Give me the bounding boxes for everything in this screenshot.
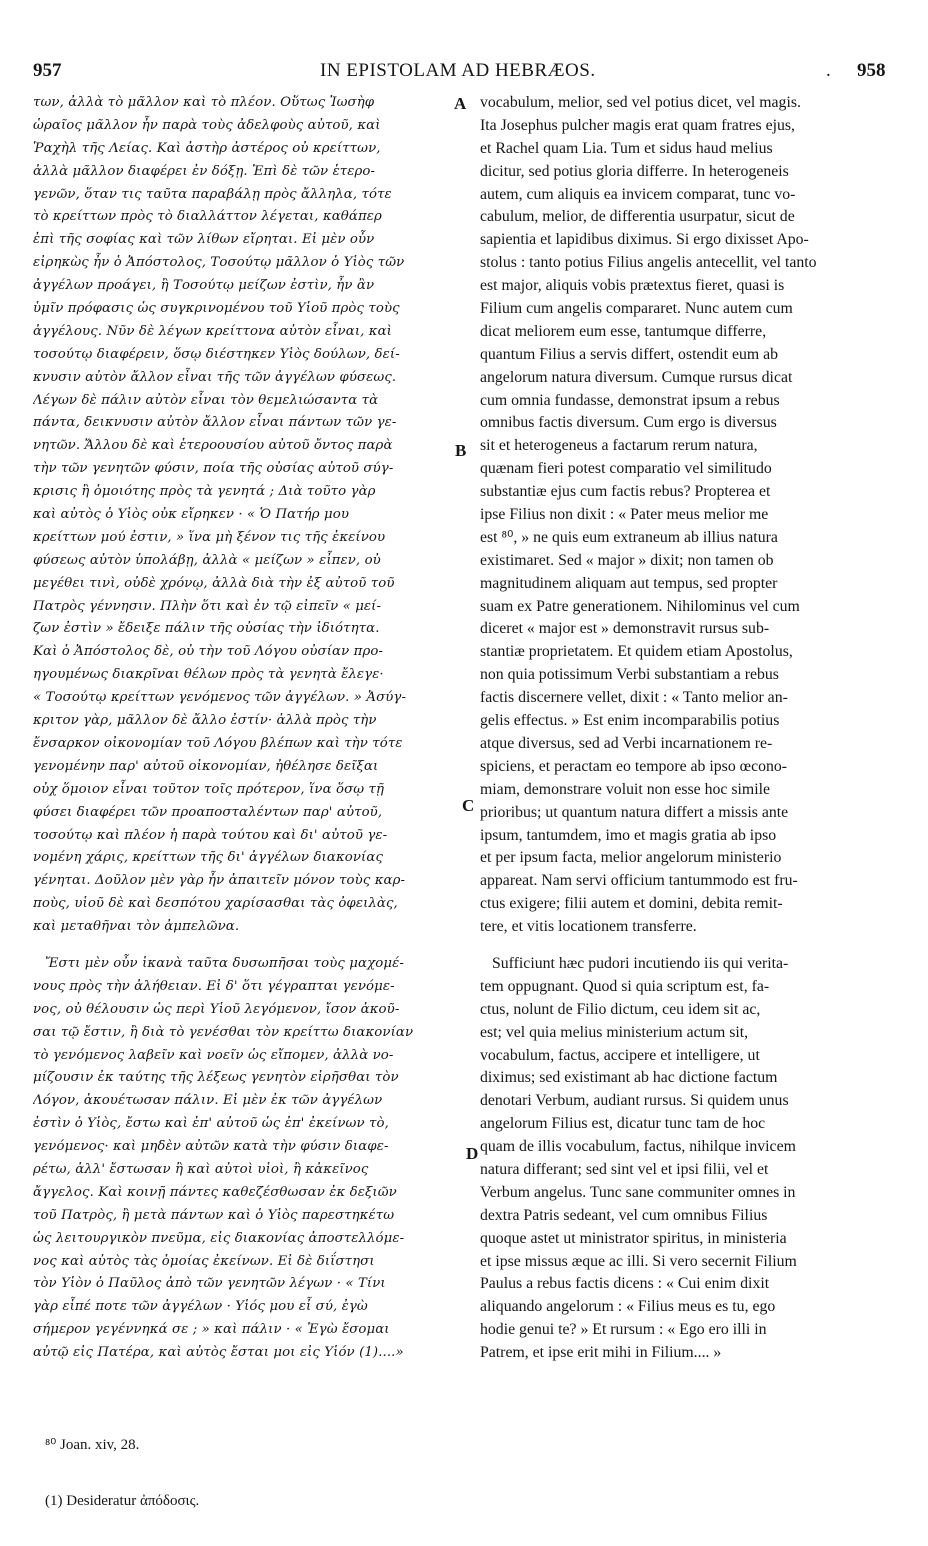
- greek-text-line: κριτον γὰρ, μᾶλλον δὲ ἄλλο ἐστίν· ἀλλὰ πρὸς τὴν: [33, 713, 377, 729]
- latin-text-line: Verbum angelus. Tunc sane communiter omnes in: [480, 1183, 796, 1201]
- greek-text-line: φύσει διαφέρει τῶν προαποσταλέντων παρ' αὐτοῦ,: [33, 804, 383, 820]
- greek-text-line: « Τοσούτῳ κρείττων γενόμενος τῶν ἀγγέλων. » Ἀσύγ-: [33, 690, 407, 706]
- greek-text-line: σαι τῷ ἔστιν, ἢ διὰ τὸ γενέσθαι τὸν κρείττω διακονίαν: [33, 1024, 414, 1040]
- latin-text-line: natura differant; sed sint vel et ipsi filii, vel et: [480, 1160, 769, 1178]
- latin-text-line: quænam fieri potest comparatio vel similitudo: [480, 460, 772, 478]
- greek-text-line: γένηται. Δοῦλον μὲν γὰρ ἦν ἀπαιτεῖν μόνον τοὺς καρ-: [33, 873, 406, 889]
- latin-text-line: ctus exigere; filii autem et domini, debita remit-: [480, 895, 783, 913]
- greek-text-line: κνυσιν αὐτὸν ἄλλον εἶναι τῆς τῶν ἀγγέλων φύσεως.: [33, 369, 397, 385]
- latin-text-line: ctus, nolunt de Filio dictum, ceu idem sit ac,: [480, 1000, 761, 1018]
- greek-text-line: Καὶ ὁ Ἀπόστολος δὲ, οὐ τὴν τοῦ Λόγου οὐσίαν προ-: [33, 644, 384, 660]
- latin-text-line: dicat meliorem eum esse, tantumque differre,: [480, 322, 767, 340]
- header-dot: .: [826, 60, 831, 81]
- latin-text-line: autem, cum aliquis ea invicem comparat, tunc vo-: [480, 185, 796, 203]
- latin-text-line: sit et heterogeneus a factarum rerum natura,: [480, 437, 758, 455]
- latin-text-line: dicitur, sed potius gloria differre. In heterogeneis: [480, 162, 789, 180]
- greek-text-line: εἰρηκὼς ἦν ὁ Ἀπόστολος, Τοσούτῳ μᾶλλον ὁ Υἱὸς τῶν: [33, 255, 405, 271]
- greek-text-line: μεγέθει τινὶ, οὐδὲ χρόνῳ, ἀλλὰ διὰ τὴν ἐξ αὐτοῦ τοῦ: [33, 575, 395, 591]
- greek-text-line: αὐτῷ εἰς Πατέρα, καὶ αὐτὸς ἔσται μοι εἰς Υἱόν (1)....»: [33, 1345, 404, 1361]
- greek-text-line: τοσούτῳ καὶ πλέον ἡ παρὰ τούτου καὶ δι' αὐτοῦ γε-: [33, 827, 388, 843]
- greek-text-line: νος, οὐ θέλουσιν ὡς περὶ Υἱοῦ λεγόμενον, ἴσον ἀκοῦ-: [33, 1001, 400, 1017]
- greek-text-line: Λέγων δὲ πάλιν αὐτὸν εἶναι τὸν θεμελιώσαντα τὰ: [33, 392, 379, 408]
- footnote-80: ⁸⁰ Joan. xiv, 28.: [45, 1437, 140, 1453]
- greek-text-line: νητῶν. Ἄλλου δὲ καὶ ἑτεροουσίου αὐτοῦ ὄντος παρὰ: [33, 438, 393, 454]
- latin-text-line: est major, aliquis vobis prætextus fieret, quasi is: [480, 277, 785, 295]
- latin-text-line: ipsum, tantumdem, imo et magis gratia ab ipso: [480, 826, 777, 844]
- left-page-number: 957: [33, 60, 62, 81]
- latin-text-line: gelis effectus. » Est enim incomparabilis potius: [480, 712, 780, 730]
- greek-text-line: ἐπὶ τῆς σοφίας καὶ τῶν λίθων εἴρηται. Εἰ μὲν οὖν: [33, 232, 375, 248]
- greek-text-line: γενῶν, ὅταν τις ταῦτα παραβάλῃ πρὸς ἄλληλα, τότε: [33, 186, 392, 202]
- margin-marker-c: C: [462, 796, 475, 815]
- footnotes: [45, 1434, 445, 1546]
- latin-text-line: substantiæ ejus cum factis rebus? Propterea et: [480, 483, 771, 501]
- latin-text-line: spiciens, et peractam eo tempore ab ipso œcono-: [480, 757, 788, 775]
- latin-text-line: existimaret. Sed « major » dixit; non tamen ob: [480, 551, 774, 569]
- latin-text-line: sapientia et lapidibus diximus. Si ergo dixisset Apo-: [480, 231, 809, 249]
- latin-text-line: Patrem, et ipse erit mihi in Filium.... »: [480, 1344, 722, 1362]
- greek-text-line: γενομένην παρ' αὐτοῦ οἰκονομίαν, ἠθέλησε δεῖξαι: [33, 758, 379, 774]
- greek-text-line: ἀλλὰ μᾶλλον διαφέρει ἐν δόξῃ. Ἐπὶ δὲ τῶν ἑτερο-: [33, 163, 376, 179]
- latin-text-line: omnibus factis diversum. Cum ergo is diversus: [480, 414, 777, 432]
- greek-text-line: τὸ γενόμενος λαβεῖν καὶ νοεῖν ὡς εἴπομεν, ἀλλὰ νο-: [33, 1047, 394, 1063]
- greek-text-line: τὴν τῶν γενητῶν φύσιν, ποία τῆς οὐσίας αὐτοῦ σύγ-: [33, 461, 394, 477]
- latin-text-line: magnitudinem aliquam aut tempus, sed propter: [480, 574, 778, 592]
- latin-text-line: prioribus; ut quantum natura differt a missis ante: [480, 803, 789, 821]
- latin-text-line: et ipse missus æque ac illi. Si vero secernit Filium: [480, 1252, 797, 1270]
- latin-text-line: non quia potissimum Verbi substantiam a rebus: [480, 666, 779, 684]
- latin-text-column: [480, 92, 894, 1365]
- greek-text-line: ηγουμένως διακρῖναι θέλων πρὸς τὰ γενητὰ ἔλεγε·: [33, 667, 384, 683]
- greek-text-column: [33, 92, 458, 1365]
- latin-text-line: tem oppugnant. Quod si quia scriptum est, fa-: [480, 977, 770, 995]
- latin-text-line: Filium cum angelis compararet. Nunc autem cum: [480, 300, 793, 318]
- latin-text-line: Paulus a rebus factis dicens : « Cui enim dixit: [480, 1275, 770, 1293]
- latin-text-line: dextra Patris sedeant, vel cum omnibus Filius: [480, 1206, 768, 1224]
- greek-text-line: ρέτω, ἀλλ' ἔστωσαν ἢ καὶ αὐτοὶ υἱοὶ, ἢ κἀκεῖνος: [33, 1161, 369, 1177]
- greek-text-line: Πατρὸς γέννησιν. Πλὴν ὅτι καὶ ἐν τῷ εἰπεῖν « μεί-: [33, 598, 382, 614]
- latin-text-line: aliquando angelorum : « Filius meus es tu, ego: [480, 1298, 776, 1316]
- greek-text-line: Λόγον, ἀκουέτωσαν πάλιν. Εἰ μὲν ἐκ τῶν ἀγγέλων: [33, 1093, 383, 1109]
- greek-text-line: καὶ μεταθῆναι τὸν ἀμπελῶνα.: [33, 919, 240, 935]
- greek-text-line: ἀγγέλους. Νῦν δὲ λέγων κρείττονα αὐτὸν εἶναι, καὶ: [33, 323, 393, 339]
- greek-text-line: νος καὶ αὐτὸς τὰς ὁμοίας ἐκείνων. Εἰ δὲ διΐστησι: [33, 1253, 375, 1269]
- latin-text-line: quam de illis vocabulum, factus, nihilque invicem: [480, 1138, 796, 1156]
- greek-text-line: ὡραῖος μᾶλλον ἦν παρὰ τοὺς ἀδελφοὺς αὐτοῦ, καὶ: [33, 117, 381, 133]
- paragraph-gap: [480, 939, 894, 953]
- greek-text-line: ἐστὶν ὁ Υἱὸς, ἔστω καὶ ἐπ' αὐτοῦ ὡς ἐπ' ἐκείνων τὸ,: [33, 1116, 389, 1132]
- greek-text-line: πάντα, δεικνυσιν αὐτὸν ἄλλον εἶναι πάντων τῶν γε-: [33, 415, 397, 431]
- margin-marker-a: A: [454, 94, 467, 113]
- greek-text-line: τὸν Υἱὸν ὁ Παῦλος ἀπὸ τῶν γενητῶν λέγων · « Τίνι: [33, 1276, 386, 1292]
- greek-text-line: νους πρὸς τὴν ἀλήθειαν. Εἰ δ' ὅτι γέγραπται γενόμε-: [33, 978, 395, 994]
- latin-text-line: quantum Filius a servis differt, ostendit eum ab: [480, 345, 779, 363]
- margin-marker-b: B: [455, 441, 467, 460]
- greek-text-line: ποὺς, υἱοῦ δὲ καὶ δεσπότου χαρίσασθαι τὰς ὀφειλὰς,: [33, 896, 398, 912]
- greek-text-line: ὡς λειτουργικὸν πνεῦμα, εἰς διακονίας ἀποστελλόμε-: [33, 1230, 405, 1246]
- greek-text-line: μίζουσιν ἐκ ταύτης τῆς λέξεως γενητὸν εἰρῆσθαι τὸν: [33, 1070, 399, 1086]
- latin-text-line: et per ipsum facta, melior angelorum ministerio: [480, 849, 782, 867]
- greek-text-line: ἀγγέλων προάγει, ἢ Τοσούτῳ μείζων ἐστὶν, ἦν ἂν: [33, 278, 375, 294]
- latin-text-line: et Rachel quam Lia. Tum et sidus haud melius: [480, 139, 773, 157]
- greek-text-line: Ῥαχὴλ τῆς Λείας. Καὶ ἀστὴρ ἀστέρος οὐ κρείττων,: [33, 140, 381, 156]
- latin-text-line: miam, demonstrare voluit non esse hoc simile: [480, 780, 770, 798]
- greek-text-line: τὸ κρείττων πρὸς τὸ διαλλάττον λέγεται, καθάπερ: [33, 209, 382, 225]
- greek-text-line: τοσούτῳ διαφέρειν, ὅσῳ διέστηκεν Υἱὸς δούλων, δεί-: [33, 346, 400, 362]
- greek-text-line: ἄγγελος. Καὶ κοινῇ πάντες καθεζέσθωσαν ἐκ δεξιῶν: [33, 1184, 397, 1200]
- latin-text-line: vocabulum, factus, accipere et intelligere, ut: [480, 1046, 760, 1064]
- latin-text-line: ipse Filius non dixit : « Pater meus melior me: [480, 506, 769, 524]
- margin-marker-d: D: [466, 1144, 479, 1163]
- greek-text-line: σήμερον γεγέννηκά σε ; » καὶ πάλιν · « Ἐγὼ ἔσομαι: [33, 1322, 390, 1338]
- greek-text-line: γενόμενος· καὶ μηδὲν αὐτῶν κατὰ τὴν φύσιν διαφε-: [33, 1139, 389, 1155]
- greek-text-line: τοῦ Πατρὸς, ἢ μετὰ πάντων καὶ ὁ Υἱὸς παρεστηκέτω: [33, 1207, 395, 1223]
- latin-text-line: quoque astet ut ministrator spiritus, in ministeria: [480, 1229, 787, 1247]
- latin-text-line: stolus : tanto potius Filius angelis antecellit, vel tanto: [480, 254, 817, 272]
- latin-text-line: vocabulum, melior, sed vel potius dicet, vel magis.: [480, 94, 801, 111]
- running-title: IN EPISTOLAM AD HEBRÆOS.: [320, 60, 596, 81]
- right-page-number: 958: [857, 60, 886, 81]
- greek-text-line: κρισις ἢ ὁμοιότης πρὸς τὰ γενητά ; Διὰ τοῦτο γὰρ: [33, 484, 376, 500]
- latin-text-line: factis discernere vellet, dixit : « Tanto melior an-: [480, 689, 788, 707]
- greek-text-line: καὶ αὐτὸς ὁ Υἱὸς οὐκ εἴρηκεν · « Ὁ Πατήρ μου: [33, 507, 350, 523]
- latin-text-line: stantiæ proprietatem. Et quidem etiam Apostolus,: [480, 643, 793, 661]
- paragraph-gap: [33, 939, 458, 953]
- greek-text-line: φύσεως αὐτὸν ὑπολάβῃ, ἀλλὰ « μείζων » εἶπεν, οὐ: [33, 552, 381, 568]
- latin-text-line: Ita Josephus pulcher magis erat quam fratres ejus,: [480, 116, 795, 134]
- greek-text-line: νομένη χάρις, κρείττων τῆς δι' ἀγγέλων διακονίας: [33, 850, 383, 866]
- latin-text-line: Sufficiunt hæc pudori incutiendo iis qui verita-: [492, 954, 789, 972]
- greek-text-line: Ἔστι μὲν οὖν ἱκανὰ ταῦτα δυσωπῆσαι τοὺς μαχομέ-: [45, 955, 404, 971]
- greek-text-line: οὐχ ὅμοιον εἶναι τοῦτον τοῖς πρότερον, ἵνα ὅσῳ τῇ: [33, 781, 385, 797]
- latin-text-line: cabulum, melior, de differentia usurpatur, sicut de: [480, 208, 795, 226]
- latin-text-line: diceret « major est » demonstravit rursus sub-: [480, 620, 770, 638]
- greek-text-line: των, ἀλλὰ τὸ μᾶλλον καὶ τὸ πλέον. Οὕτως Ἰωσὴφ: [33, 95, 375, 110]
- latin-text-line: tere, et vitis locationem transferre.: [480, 918, 697, 936]
- greek-text-line: ζων ἐστὶν » ἔδειξε πάλιν τῆς οὐσίας τὴν ἰδιότητα.: [33, 621, 380, 637]
- greek-text-line: ὑμῖν πρόφασις ὡς συγκρινομένου τοῦ Υἱοῦ πρὸς τοὺς: [33, 301, 400, 317]
- latin-text-line: cum omnia fundasse, demonstrat ipsum a rebus: [480, 391, 780, 409]
- latin-text-line: denotari Verbum, audiant rursus. Si quidem unus: [480, 1092, 789, 1110]
- latin-text-line: diximus; sed existimant ab hac dictione factum: [480, 1069, 778, 1087]
- latin-text-line: suam ex Patre generationem. Nihilominus vel cum: [480, 597, 800, 615]
- running-header: [0, 60, 928, 86]
- latin-text-line: atque diversus, sed ad Verbi incarnationem re-: [480, 734, 773, 752]
- latin-text-line: angelorum Filius est, dicatur tunc tam de hoc: [480, 1115, 766, 1133]
- footnote-1: (1) Desideratur ἀπόδοσις.: [45, 1493, 200, 1509]
- latin-text-line: angelorum natura diversum. Cumque rursus dicat: [480, 368, 793, 386]
- latin-text-line: est ⁸⁰, » ne quis eum extraneum ab illius natura: [480, 528, 778, 546]
- latin-text-line: appareat. Nam servi officium tantummodo est fru-: [480, 872, 798, 890]
- greek-text-line: ἔνσαρκον οἰκονομίαν τοῦ Λόγου βλέπων καὶ τὴν τότε: [33, 735, 403, 751]
- greek-text-line: κρείττων μού ἐστιν, » ἵνα μὴ ξένον τις τῆς ἐκείνου: [33, 529, 386, 545]
- latin-text-line: est; vel quia melius ministerium actum sit,: [480, 1023, 749, 1041]
- greek-text-line: γὰρ εἶπέ ποτε τῶν ἀγγέλων · Υἱός μου εἶ σύ, ἐγὼ: [33, 1299, 368, 1315]
- latin-text-line: hodie genui te? » Et rursum : « Ego ero illi in: [480, 1321, 767, 1339]
